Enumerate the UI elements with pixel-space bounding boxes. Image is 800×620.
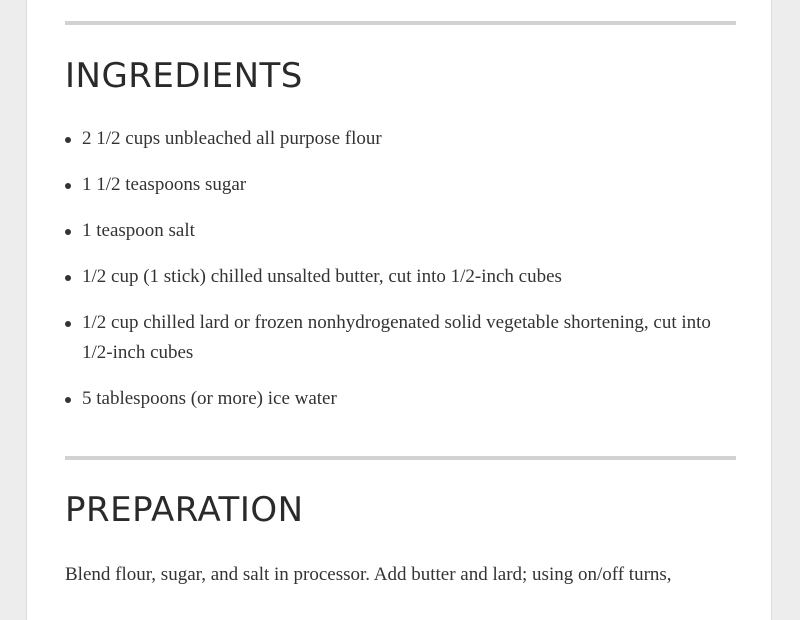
bullet-icon [65,275,71,281]
ingredient-item: 1 teaspoon salt [65,216,745,246]
ingredient-item: 5 tablespoons (or more) ice water [65,384,745,414]
bullet-icon [65,321,71,327]
preparation-heading: PREPARATION [65,490,304,530]
bullet-icon [65,397,71,403]
ingredients-heading: INGREDIENTS [65,56,303,96]
ingredients-list [65,124,745,430]
bullet-icon [65,183,71,189]
recipe-card [26,0,772,620]
preparation-text: Blend flour, sugar, and salt in processor. Add butter and lard; using on/off turns, [65,564,672,585]
section-divider-top [65,21,736,25]
section-divider-middle [65,456,736,460]
ingredient-item: 2 1/2 cups unbleached all purpose flour [65,124,745,154]
ingredient-item: 1/2 cup chilled lard or frozen nonhydrogenated solid vegetable shortening, cut into 1/2-inch cubes [65,308,745,368]
bullet-icon [65,137,71,143]
ingredient-item: 1 1/2 teaspoons sugar [65,170,745,200]
ingredient-item: 1/2 cup (1 stick) chilled unsalted butter, cut into 1/2-inch cubes [65,262,745,292]
bullet-icon [65,229,71,235]
